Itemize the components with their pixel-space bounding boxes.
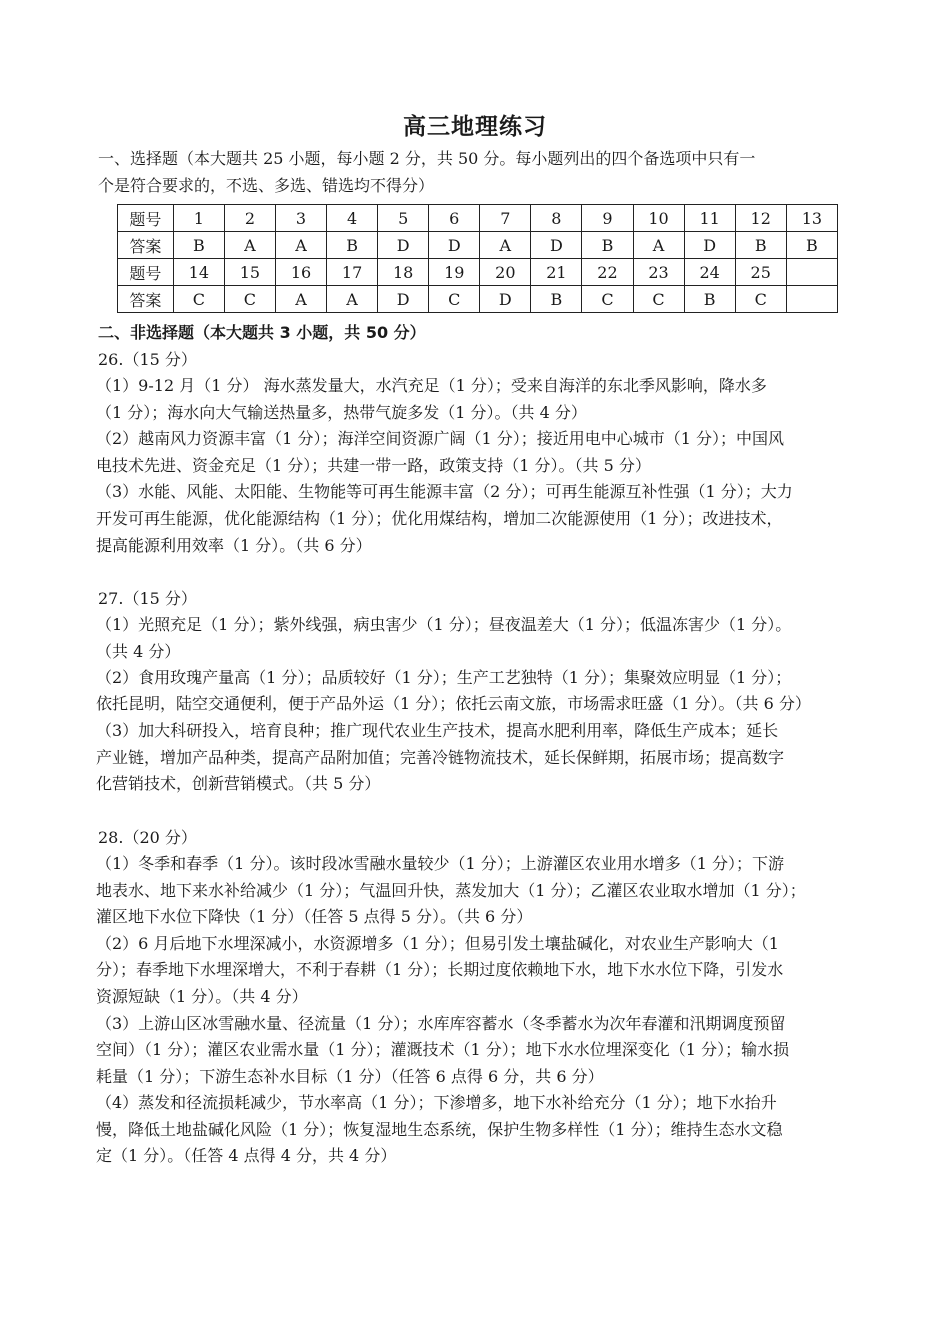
q26-line: （1）9-12 月（1 分） 海水蒸发量大，水汽充足（1 分）；受来自海洋的东北季风影响，降水多: [96, 376, 767, 395]
question-number: 14: [173, 259, 224, 286]
row-label-number: 题号: [118, 259, 174, 286]
answer-cell: C: [735, 286, 786, 313]
q28-line: 耗量（1 分）；下游生态补水目标（1 分）（任答 6 点得 6 分，共 6 分）: [96, 1067, 604, 1086]
answer-cell: D: [480, 286, 531, 313]
answer-cell: D: [378, 232, 429, 259]
answer-cell: D: [684, 232, 735, 259]
q27-line: （3）加大科研投入，培育良种；推广现代农业生产技术，提高水肥利用率，降低生产成本；延长: [96, 721, 779, 740]
answer-cell: D: [429, 232, 480, 259]
answer-cell: B: [327, 232, 378, 259]
question-number: 2: [224, 205, 275, 232]
answer-cell: A: [275, 286, 326, 313]
question-number: 19: [429, 259, 480, 286]
question-number: 8: [531, 205, 582, 232]
empty-cell: [786, 286, 837, 313]
q28-line: 分）；春季地下水埋深增大，不利于春耕（1 分）；长期过度依赖地下水，地下水水位下降，引发水: [96, 960, 784, 979]
answer-cell: B: [531, 286, 582, 313]
answer-cell: A: [480, 232, 531, 259]
q27-line: （共 4 分）: [96, 642, 181, 661]
q26-label: 26.（15 分）: [98, 350, 197, 369]
answer-cell: A: [327, 286, 378, 313]
q28-label: 28.（20 分）: [98, 828, 197, 847]
q26-line: 电技术先进、资金充足（1 分）；共建一带一路，政策支持（1 分）。（共 5 分）: [96, 456, 651, 475]
question-number: 15: [224, 259, 275, 286]
empty-cell: [786, 259, 837, 286]
answer-cell: B: [173, 232, 224, 259]
q28-line: 慢，降低土地盐碱化风险（1 分）；恢复湿地生态系统，保护生物多样性（1 分）；维持生态水文稳: [96, 1120, 783, 1139]
answer-cell: C: [224, 286, 275, 313]
q28-line: 定（1 分）。（任答 4 点得 4 分，共 4 分）: [96, 1146, 397, 1165]
question-number: 12: [735, 205, 786, 232]
question-number: 1: [173, 205, 224, 232]
table-row-numbers-1: [118, 205, 838, 232]
answer-cell: C: [582, 286, 633, 313]
q26-line: 开发可再生能源，优化能源结构（1 分）；优化用煤结构，增加二次能源使用（1 分）；改进技术，: [96, 509, 783, 528]
q27-label: 27.（15 分）: [98, 589, 197, 608]
q28-line: （3）上游山区冰雪融水量、径流量（1 分）；水库库容蓄水（冬季蓄水为次年春灌和汛期调度预留: [96, 1014, 786, 1033]
q28-line: （1）冬季和春季（1 分）。该时段冰雪融水量较少（1 分）；上游灌区农业用水增多（1 分）；下游: [96, 854, 784, 873]
q28-line: （2）6 月后地下水埋深减小，水资源增多（1 分）；但易引发土壤盐碱化，对农业生产影响大（1: [96, 934, 779, 953]
answer-cell: C: [429, 286, 480, 313]
q28-line: 灌区地下水位下降快（1 分）（任答 5 点得 5 分）。（共 6 分）: [96, 907, 533, 926]
answer-cell: D: [378, 286, 429, 313]
answer-cell: B: [786, 232, 837, 259]
answer-cell: A: [224, 232, 275, 259]
question-number: 24: [684, 259, 735, 286]
question-number: 5: [378, 205, 429, 232]
question-number: 22: [582, 259, 633, 286]
question-number: 10: [633, 205, 684, 232]
q28-line: （4）蒸发和径流损耗减少，节水率高（1 分）；下渗增多，地下水补给充分（1 分）；地下水抬升: [96, 1093, 777, 1112]
answer-cell: A: [633, 232, 684, 259]
question-number: 11: [684, 205, 735, 232]
q26-line: （3）水能、风能、太阳能、生物能等可再生能源丰富（2 分）；可再生能源互补性强（1 分）；大力: [96, 482, 793, 501]
question-number: 25: [735, 259, 786, 286]
question-number: 16: [275, 259, 326, 286]
table-row-answers-1: [118, 232, 838, 259]
question-number: 3: [275, 205, 326, 232]
question-number: 9: [582, 205, 633, 232]
answer-cell: B: [582, 232, 633, 259]
question-number: 20: [480, 259, 531, 286]
question-number: 23: [633, 259, 684, 286]
answer-cell: B: [684, 286, 735, 313]
q27-line: （2）食用玫瑰产量高（1 分）；品质较好（1 分）；生产工艺独特（1 分）；集聚效应明显（1 分）；: [96, 668, 792, 687]
q27-line: 产业链，增加产品种类，提高产品附加值；完善冷链物流技术，延长保鲜期，拓展市场；提高数字: [96, 748, 785, 767]
table-row-numbers-2: [118, 259, 838, 286]
q27-line: 依托昆明，陆空交通便利，便于产品外运（1 分）；依托云南文旅，市场需求旺盛（1 分）。（共 6 分）: [96, 694, 811, 713]
answer-cell: C: [173, 286, 224, 313]
answer-cell: D: [531, 232, 582, 259]
row-label-number: 题号: [118, 205, 174, 232]
row-label-answer: 答案: [118, 232, 174, 259]
question-number: 4: [327, 205, 378, 232]
q26-line: （2）越南风力资源丰富（1 分）；海洋空间资源广阔（1 分）；接近用电中心城市（1 分）；中国风: [96, 429, 784, 448]
page-title: 高三地理练习: [403, 114, 547, 140]
answer-cell: B: [735, 232, 786, 259]
section1-instructions-line2: 个是符合要求的，不选、多选、错选均不得分）: [98, 176, 435, 195]
section1-instructions-line1: 一、选择题（本大题共 25 小题，每小题 2 分，共 50 分。每小题列出的四个备选项中只有一: [98, 149, 756, 168]
question-number: 21: [531, 259, 582, 286]
question-number: 6: [429, 205, 480, 232]
answer-table: [117, 204, 838, 313]
row-label-answer: 答案: [118, 286, 174, 313]
answer-cell: C: [633, 286, 684, 313]
q28-line: 空间）（1 分）；灌区农业需水量（1 分）；灌溉技术（1 分）；地下水水位埋深变化（1 分）；输水损: [96, 1040, 790, 1059]
question-number: 13: [786, 205, 837, 232]
question-number: 7: [480, 205, 531, 232]
q26-line: 提高能源利用效率（1 分）。（共 6 分）: [96, 536, 372, 555]
q28-line: 地表水、地下来水补给减少（1 分）；气温回升快，蒸发加大（1 分）；乙灌区农业取水增加（1 分）；: [96, 881, 806, 900]
q27-line: 化营销技术，创新营销模式。（共 5 分）: [96, 774, 381, 793]
q26-line: （1 分）；海水向大气输送热量多，热带气旋多发（1 分）。（共 4 分）: [96, 403, 587, 422]
question-number: 18: [378, 259, 429, 286]
q28-line: 资源短缺（1 分）。（共 4 分）: [96, 987, 308, 1006]
answer-cell: A: [275, 232, 326, 259]
section2-heading: 二、非选择题（本大题共 3 小题，共 50 分）: [98, 323, 426, 342]
q27-line: （1）光照充足（1 分）；紫外线强，病虫害少（1 分）；昼夜温差大（1 分）；低温冻害少（1 分）。: [96, 615, 792, 634]
question-number: 17: [327, 259, 378, 286]
table-row-answers-2: [118, 286, 838, 313]
